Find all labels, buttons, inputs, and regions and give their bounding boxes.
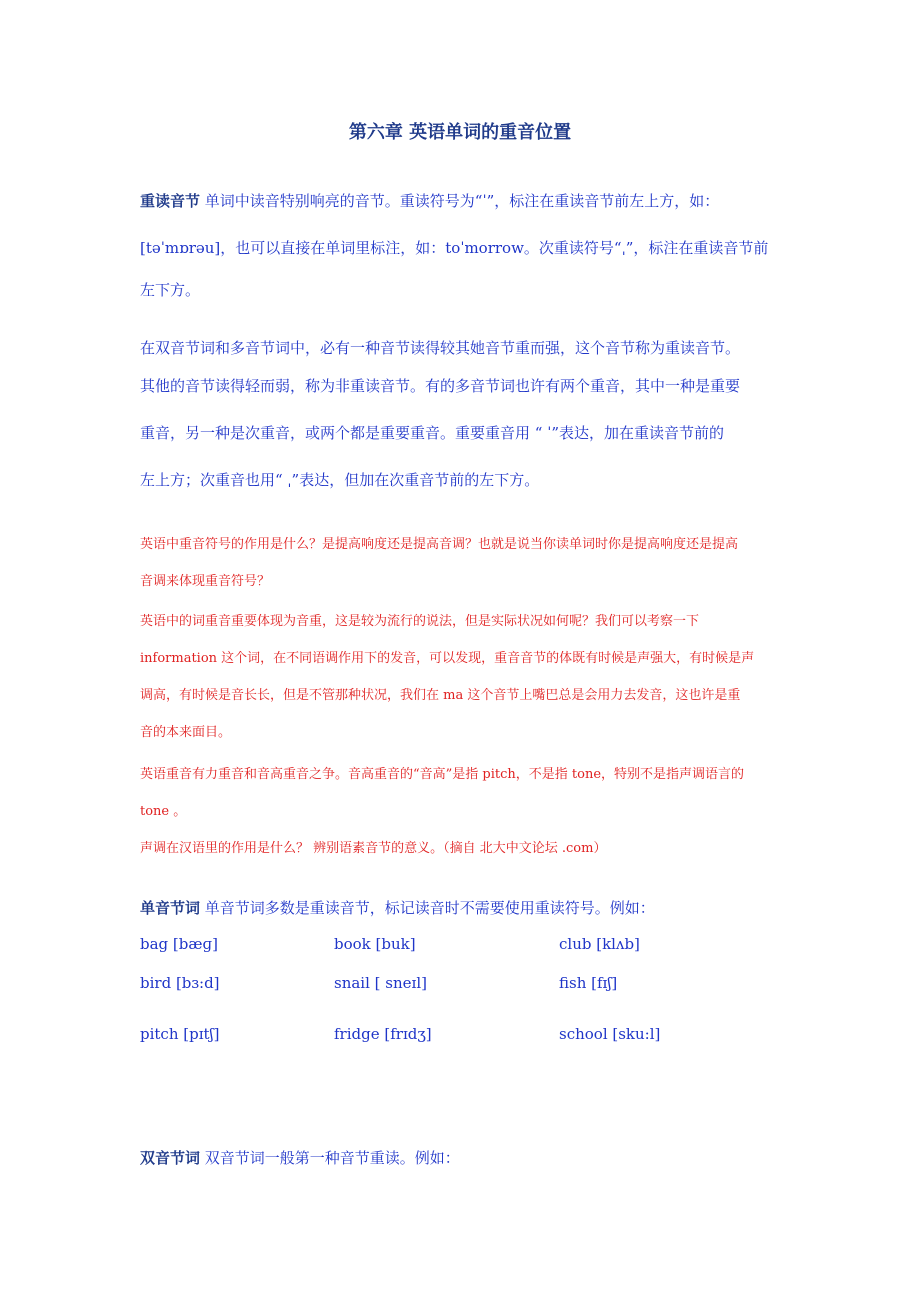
multi-line-1: 在双音节词和多音节词中，必有一种音节读得较其她音节重而强，这个音节称为重读音节。 (140, 339, 741, 357)
word-fish: fish [fɪʃ] (559, 974, 618, 992)
word-book: book [buk] (334, 935, 416, 953)
red-note-7: 英语重音有力重音和音高重音之争。音高重音的“音高”是指 pitch，不是指 tone，特别不是指声调语言的 (140, 767, 745, 782)
red-note-5: 调高，有时候是音长长，但是不管那种状况，我们在 ma 这个音节上嘴巴总是会用力去发音，这也许是重 (140, 688, 741, 703)
stress-def-line-1 (140, 190, 719, 211)
monosyllable-line (140, 897, 655, 918)
word-pitch: pitch [pɪtʃ] (140, 1025, 220, 1043)
word-fridge: fridge [frɪdʒ] (334, 1025, 432, 1043)
multi-line-2: 其他的音节读得轻而弱，称为非重读音节。有的多音节词也许有两个重音，其中一种是重要 (140, 377, 741, 395)
red-note-3: 英语中的词重音重要体现为音重，这是较为流行的说法，但是实际状况如何呢？我们可以考察一下 (140, 614, 700, 629)
multi-line-4: 左上方；次重音也用“ ˌ”表达，但加在次重音节前的左下方。 (140, 471, 540, 489)
multi-line-3: 重音，另一种是次重音，或两个都是重要重音。重要重音用 “ ˈ”表达，加在重读音节前的 (140, 424, 725, 442)
red-note-1: 英语中重音符号的作用是什么？是提高响度还是提高音调？也就是说当你读单词时你是提高响度还是提高 (140, 537, 739, 552)
word-club: club [klʌb] (559, 935, 640, 953)
red-note-4: information 这个词，在不同语调作用下的发音，可以发现，重音音节的体既有时候是声强大，有时候是声 (140, 651, 755, 666)
monosyllable-text: 单音节词多数是重读音节，标记读音时不需要使用重读符号。例如： (200, 899, 655, 917)
disyllable-text: 双音节词一般第一种音节重读。例如： (200, 1149, 460, 1167)
page-title: 第六章 英语单词的重音位置 (348, 122, 572, 143)
stress-heading: 重读音节 (140, 192, 201, 210)
red-note-2: 音调来体现重音符号？ (140, 574, 271, 589)
stress-def-text: 单词中读音特别响亮的音节。重读符号为“ˈ”，标注在重读音节前左上方，如： (200, 192, 720, 210)
red-note-9: 声调在汉语里的作用是什么？ 辨别语素音节的意义。（摘自 北大中文论坛 .com） (140, 841, 607, 856)
word-bird: bird [bɜ:d] (140, 974, 220, 992)
stress-def-line-2: [təˈmɒrəu]，也可以直接在单词里标注，如：toˈmorrow。次重读符号“ˌ”，标注在重读音节前 (140, 239, 769, 257)
stress-def-line-3: 左下方。 (140, 281, 201, 299)
word-school: school [sku:l] (559, 1025, 661, 1043)
word-bag: bag [bæɡ] (140, 935, 218, 953)
red-note-8: tone 。 (140, 804, 187, 819)
red-note-6: 音的本来面目。 (140, 725, 232, 740)
disyllable-heading: 双音节词 (140, 1149, 201, 1167)
word-snail: snail [ sneɪl] (334, 974, 427, 992)
monosyllable-heading: 单音节词 (140, 899, 201, 917)
disyllable-line (140, 1147, 460, 1168)
